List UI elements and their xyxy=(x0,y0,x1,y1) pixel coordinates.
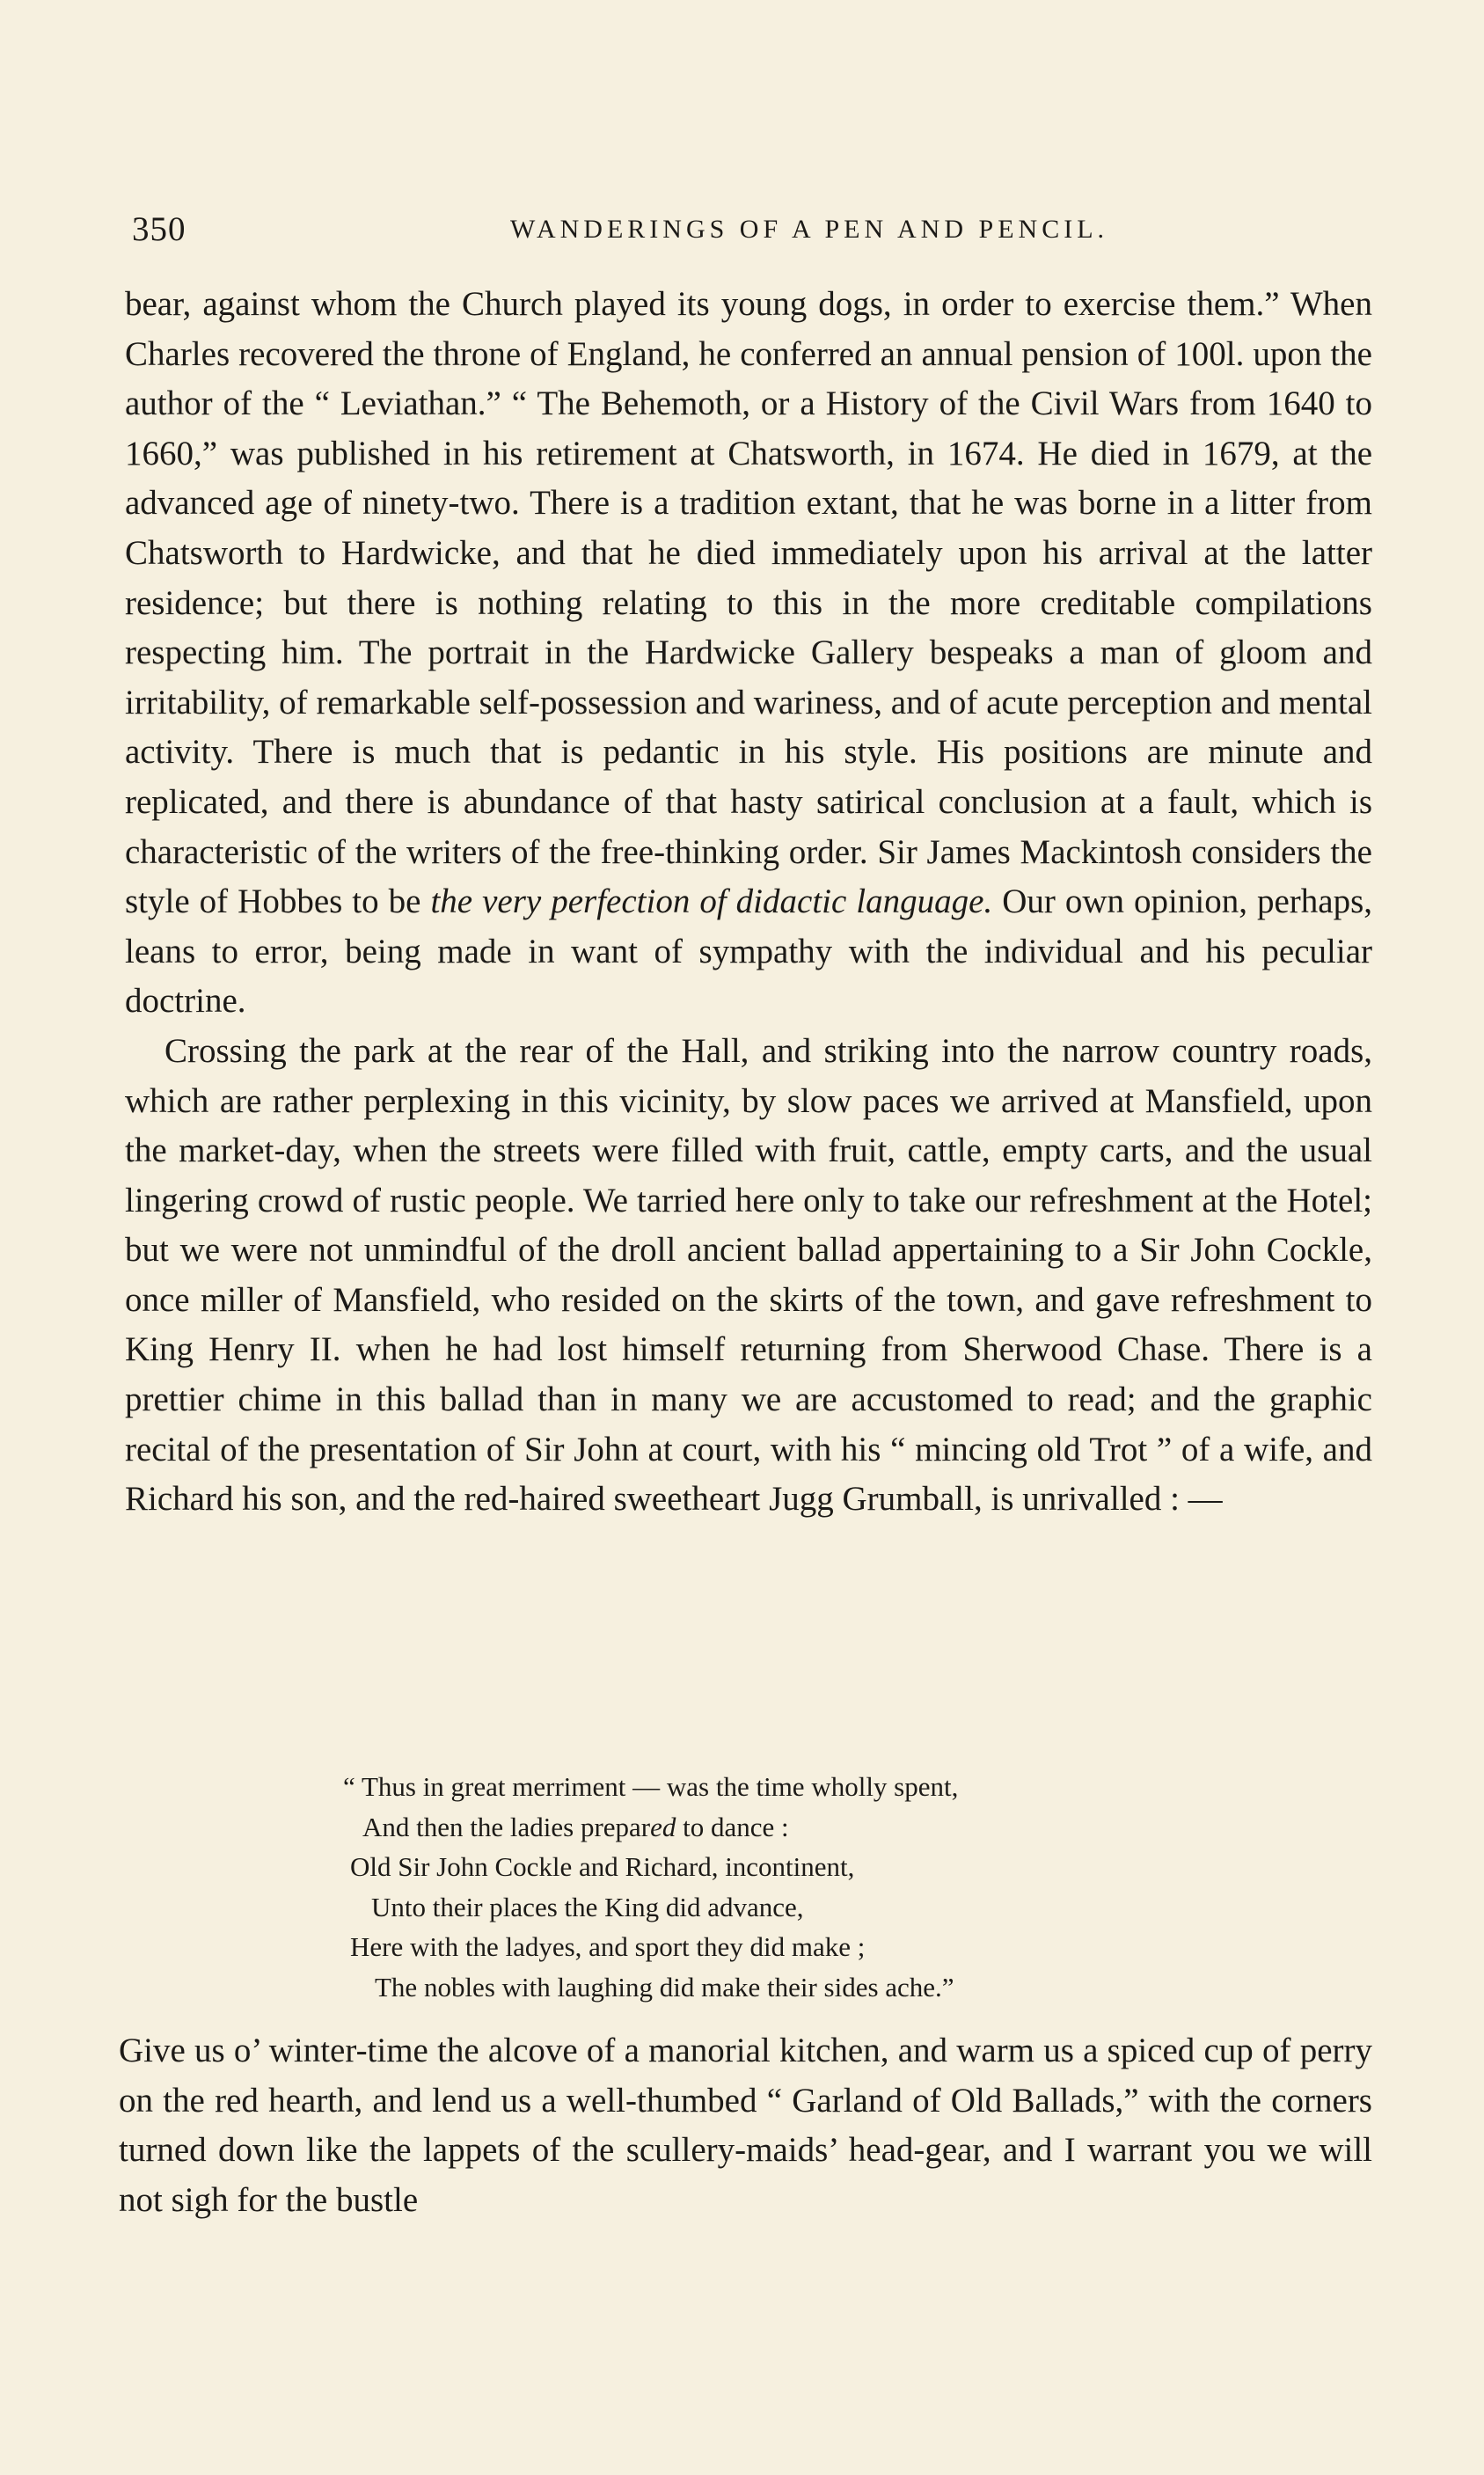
verse-line-2 xyxy=(343,1807,1223,1848)
page-number: 350 xyxy=(132,210,186,248)
verse-line-2-b: to dance : xyxy=(676,1811,789,1842)
page-header xyxy=(132,209,1381,262)
verse-line-4: Unto their places the King did advance, xyxy=(371,1891,804,1922)
main-text xyxy=(125,280,1372,1525)
verse-line-5: Here with the ladyes, and sport they did make ; xyxy=(350,1931,866,1962)
verse-line-3: Old Sir John Cockle and Richard, incontinent, xyxy=(350,1851,855,1882)
verse-line-6: The nobles with laughing did make their sides ache.” xyxy=(375,1971,954,2003)
verse-line-1: “ Thus in great merriment — was the time wholly spent, xyxy=(343,1771,959,1802)
paragraph-hobbes xyxy=(125,280,1372,1027)
paragraph-winter: Give us o’ winter-time the alcove of a manorial kitchen, and warm us a spiced cup of perry on the red hearth, and lend us a well-thumbed “ Garland of Old Ballads,” with the corners turned down like the lappets of the scullery-maids’ head-gear, and I warrant you we will not sigh for the bustle xyxy=(119,2032,1372,2219)
paragraph-hobbes-part1: bear, against whom the Church played its young dogs, in order to exercise them.” When Charles recovered the throne of England, he conferred an annual pension of 100l. upon the author of the “ Leviathan.” “ The Behemoth, or a History of the Civil Wars from 1640 to 1660,” was published in his retirement at Chatsworth, in 1674. He died in 1679, at the advanced age of ninety-two. There is a tradition extant, that he was borne in a litter from Chatsworth to Hardwicke, and that he died immediately upon his arrival at the latter residence; but there is nothing relating to this in the more creditable compilations respecting him. The portrait in the Hardwicke Gallery bespeaks a man of gloom and irritability, of remarkable self-possession and wariness, and of acute perception and mental activity. There is much that is pedantic in his style. His positions are minute and replicated, and there is abundance of that hasty satirical conclusion at a fault, which is characteristic of the writers of the free-thinking order. Sir James Mackintosh considers the style of Hobbes to be xyxy=(125,285,1372,921)
italic-quote: the very perfection of didactic language. xyxy=(430,882,993,921)
verse-line-2-italic: ed xyxy=(650,1811,676,1842)
paragraph-hobbes-part2: Our own opinion, perhaps, leans to error, being made in want of sympathy with the individual and his peculiar doctrine. xyxy=(125,882,1372,1021)
running-title: WANDERINGS OF A PEN AND PENCIL. xyxy=(509,215,1109,244)
paragraph-mansfield: Crossing the park at the rear of the Hall, and striking into the narrow country roads, which are rather perplexing in this vicinity, by slow paces we arrived at Mansfield, upon the market-day, when the streets were filled with fruit, cattle, empty carts, and the usual lingering crowd of rustic people. We tarried here only to take our refreshment at the Hotel; but we were not unmindful of the droll ancient ballad appertaining to a Sir John Cockle, once miller of Mansfield, who resided on the skirts of the town, and gave refreshment to King Henry II. when he had lost himself returning from Sherwood Chase. There is a prettier chime in this ballad than in many we are accustomed to read; and the graphic recital of the presentation of Sir John at court, with his “ mincing old Trot ” of a wife, and Richard his son, and the red-haired sweetheart Jugg Grumball, is unrivalled : — xyxy=(125,1031,1372,1519)
ballad-verse xyxy=(343,1767,1223,2007)
verse-line-2-a: And then the ladies prepar xyxy=(362,1811,651,1842)
